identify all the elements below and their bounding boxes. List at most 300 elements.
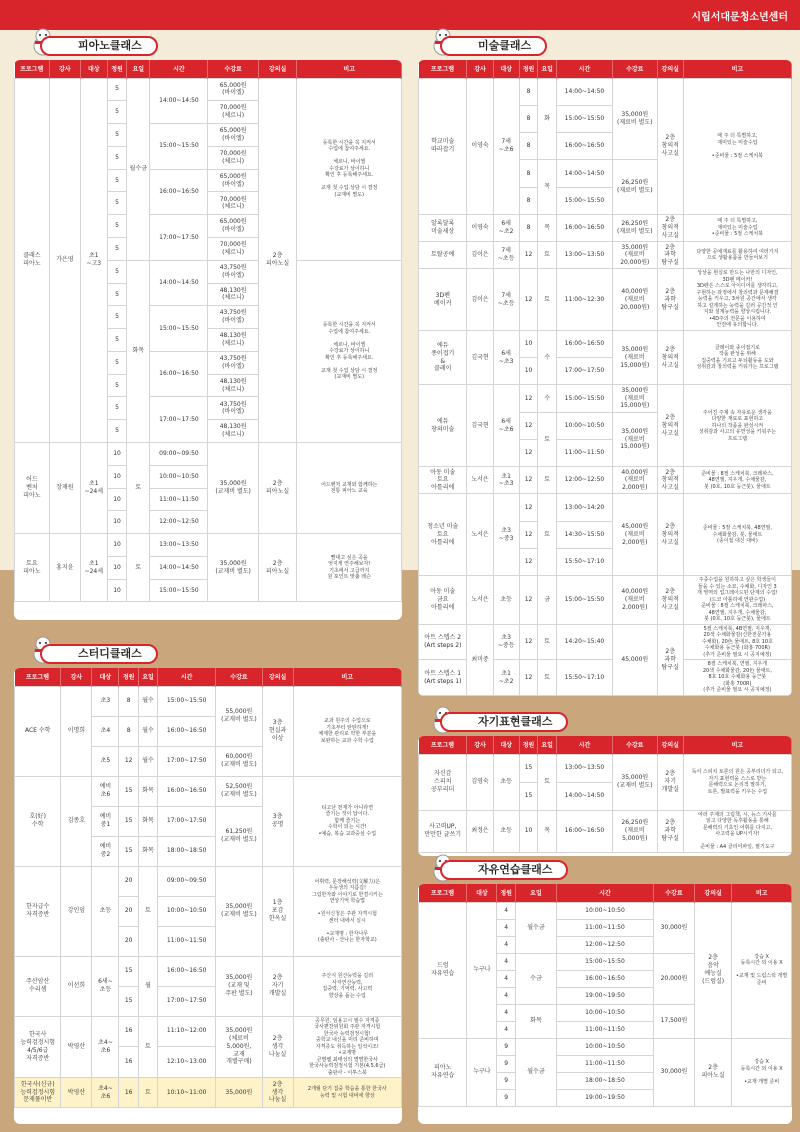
table-cell: 15:00~15:50 [158, 686, 216, 716]
table-cell: 김종호 [61, 776, 92, 866]
table-cell: 17:00~17:50 [158, 746, 216, 776]
practice-section-title: 자유연습클래스 [440, 860, 568, 880]
table-cell: 수 [538, 385, 557, 412]
table-cell: 65,000원 (바이엘) [208, 215, 258, 238]
table-cell: 월수금 [127, 78, 150, 260]
table-cell: 11:00~11:50 [150, 488, 208, 511]
table-cell: 16:00~16:50 [158, 956, 216, 986]
table-row [419, 467, 792, 494]
study-section-title: 스터디클래스 [40, 644, 158, 664]
table-cell [519, 695, 538, 696]
table-cell: 2층 창의적 사고실 [657, 330, 683, 385]
table-cell: 2층 과학 탐구실 [657, 269, 683, 331]
table-cell: 45,000원 [612, 624, 657, 695]
table-cell: 70,000원 (체르니) [208, 146, 258, 169]
table-cell: 초등 [493, 810, 519, 852]
table-cell: 2층 자기 개발실 [657, 754, 683, 810]
table-cell: 노서은 [467, 576, 493, 625]
table-cell: 토요 피아노 [15, 534, 50, 602]
table-row [419, 78, 792, 105]
table-cell: 2층 생각 나눔실 [262, 1016, 293, 1078]
table-cell: 3층 공명 [262, 776, 293, 866]
table-cell: 65,000원 (바이엘) [208, 169, 258, 192]
table-cell: 16:00~16:50 [556, 330, 612, 357]
column-header: 비고 [683, 736, 791, 754]
table-cell: 10 [519, 330, 538, 357]
table-cell: 토 [127, 534, 150, 602]
table-cell: 클레이와 종이접기로 작품 완성을 위해 집중력을 기르고 두뇌활동을 도와 성취감과 창의력을 키워가는 프로그램 [683, 330, 791, 385]
table-cell: 9 [497, 1055, 516, 1072]
table-cell: 예비 초6 [92, 776, 119, 806]
table-cell: 상상을 현실로 만드는 나만의 디자인, 3D펜 메이커! 3D펜은 스스로 아이디어를 생각하고, 구현하는 과정에서 창의력과 문제해결 능력을 키우고, 3차원 공간에서 생각 하고 설계하는 능력을 길러 공간적 인 지와 설계능력을 향상시킵니다. •4D주의 전문을 이용하여 안전에 유의합니다. [683, 269, 791, 331]
table-cell: 16:00~16:50 [158, 776, 216, 806]
column-header: 강사 [467, 60, 493, 78]
table-cell: 11:10~12:00 [158, 1016, 216, 1047]
table-cell: 15 [119, 776, 138, 806]
table-cell: 70,000원 (체르니) [208, 237, 258, 260]
table-cell: 48,130원 (체르니) [208, 420, 258, 443]
brand-name: 시립서대문청소년센터 [691, 12, 788, 23]
speech-panel [418, 736, 792, 856]
column-header: 강의실 [694, 884, 731, 902]
table-cell: 40,000원 (재료비 20,000원) [612, 269, 657, 331]
table-cell: 12 [519, 269, 538, 331]
table-cell: 금 [538, 576, 557, 625]
table-cell: 48,130원 (체르니) [208, 374, 258, 397]
table-cell: 12 [519, 521, 538, 548]
table-cell: 10 [107, 488, 126, 511]
table-cell: 김영숙 [467, 754, 493, 810]
table-cell: 15:00~15:50 [150, 579, 208, 602]
table-cell: 어드 벤처 피아노 [15, 443, 50, 534]
column-header: 시간 [556, 60, 612, 78]
table-cell: 8 [519, 105, 538, 132]
table-cell: 한자급수 자격증반 [15, 866, 61, 956]
table-cell: 8 [519, 214, 538, 241]
table-row [15, 776, 402, 806]
table-cell: 화목 [127, 260, 150, 442]
table-cell: 43,750원 (바이엘) [208, 306, 258, 329]
table-cell: 박영산 [61, 1078, 92, 1108]
table-cell: 5 [107, 397, 126, 420]
table-cell: 60,000원 (교재비 별도) [216, 746, 262, 776]
table-cell: 등록한 시간을 꼭 지켜서 수업에 참여주세요. 체르니, 바이엘 수강료가 상이하니 확인 후 등록해주세요. 교재 첫 수업 상담 시 결정 (교재비 별도) [297, 260, 402, 442]
table-cell: 20 [119, 866, 138, 896]
table-cell: 박영산 [61, 1016, 92, 1078]
table-cell: 35,000원 (재료비 20,000원) [612, 242, 657, 269]
table-row [419, 214, 792, 241]
table-cell: 12 [119, 746, 138, 776]
table-cell: 10:00~10:50 [556, 1004, 653, 1021]
table-cell: 2층 피아노실 [258, 534, 297, 602]
table-cell: 이영숙 [467, 214, 493, 241]
table-cell: 4 [497, 919, 516, 936]
table-cell: 2층 창의적 사고실 [657, 78, 683, 214]
table-cell: 15 [119, 986, 138, 1016]
table-cell: 11:00~12:30 [556, 269, 612, 331]
column-header: 시간 [556, 736, 612, 754]
table-cell: 10 [107, 556, 126, 579]
table-cell: 청소년 미술 토요 아틀리에 [419, 494, 467, 576]
table-cell: 15:00~15:50 [556, 105, 612, 132]
table-cell: 7세 ~초6 [493, 78, 519, 214]
column-header: 프로그램 [15, 668, 61, 686]
table-cell: 월수금 [515, 902, 556, 953]
table-cell: 6세~ 초등 [92, 956, 119, 1016]
table-cell: 15:00~15:50 [556, 385, 612, 412]
table-cell: 8절 스케치북, 연필, 지우개 20색 수채화물감, 20色 물애트, 8호 10호 수채화용 둥근붓 (화홍 700R) (추가 준비물 필요 시 공지예정) [683, 660, 791, 696]
table-cell: 48,130원 (체르니) [208, 329, 258, 352]
column-header: 프로그램 [419, 736, 467, 754]
table-cell: 16:00~16:50 [556, 970, 653, 987]
column-header: 강사 [467, 736, 493, 754]
table-cell: 20 [119, 926, 138, 956]
column-header: 프로그램 [15, 60, 50, 78]
table-cell: 목 [538, 214, 557, 241]
table-cell: 20,000원 [653, 953, 694, 1004]
table-row [419, 494, 792, 521]
table-cell: 공무원, 임용고시 필수 자격증 국사편찬위원회 주관 자격시험 한국사 능력검정시험! 중학교 내신을 미리 준비하며 자격증도 취득하는 일석이조! •교재명 큰별쌤 최태성의 별별한국사 한국사능력검정시험 기본(4,5,6급) 출판사 - 이투스북 [293, 1016, 401, 1078]
table-cell: 15:50~17:10 [556, 660, 612, 696]
table-cell: 15:00~15:50 [150, 306, 208, 352]
table-cell: 20 [119, 896, 138, 926]
table-row [15, 1078, 402, 1108]
table-cell: 5 [107, 124, 126, 147]
table-cell: 30,000원 [653, 1038, 694, 1106]
table-cell: 8 [519, 160, 538, 187]
column-header: 요일 [127, 60, 150, 78]
table-cell: 여러 주제의 그림책, 시, 뉴스 기사를 읽고 다양한 독후활동을 통해 문해력의 기초인 어휘를 다지고, 사고력을 UP시키자! 준비물 : A4 클리어파일, 필기도구 [683, 810, 791, 852]
table-cell: 2층 창의적 사고실 [657, 467, 683, 494]
table-cell: 16:00~16:50 [556, 133, 612, 160]
table-cell: 8 [119, 716, 138, 746]
table-cell: 예비 중1 [92, 806, 119, 836]
table-cell: 초4~ 초6 [92, 1078, 119, 1108]
column-header: 강사 [61, 668, 92, 686]
table-cell: 9 [497, 1038, 516, 1055]
table-cell [683, 695, 791, 696]
top-bar [0, 0, 800, 30]
table-cell: 16:00~16:50 [150, 351, 208, 397]
table-cell: 16:00~16:50 [556, 810, 612, 852]
table-cell: 52,500원 (교재비 별도) [216, 776, 262, 806]
table-cell: 26,250원 (재료비 별도) [612, 214, 657, 241]
table-cell: 사고력UP, 만만한 글쓰기 [419, 810, 467, 852]
table-cell: 초1 ~고3 [80, 78, 107, 443]
table-cell: 누구나 [467, 1038, 497, 1106]
table-cell: 준비물 : 5절 스케치북, 48연필, 수채화물감, 붓, 물애트 (종이접 대신 대비) [683, 494, 791, 576]
column-header: 강의실 [657, 60, 683, 78]
column-header: 요일 [538, 736, 557, 754]
table-cell: 15:00~15:50 [150, 124, 208, 170]
table-cell: 15:50~17:10 [556, 548, 612, 575]
table-cell: 4 [497, 953, 516, 970]
table-cell: 초3 ~중등 [493, 624, 519, 660]
table-cell: 3D펜 메이커 [419, 269, 467, 331]
table-cell: 12:00~12:50 [150, 511, 208, 534]
table-cell: 6세 ~초6 [493, 385, 519, 467]
table-cell: 45,000원 (재료비 2,000원) [612, 494, 657, 576]
table-row [419, 754, 792, 782]
table-cell: 15 [119, 836, 138, 866]
column-header: 강의실 [657, 736, 683, 754]
table-cell: 목 [538, 810, 557, 852]
table-cell: 14:00~14:50 [150, 556, 208, 579]
table-cell: 10 [519, 358, 538, 385]
table-cell: 11:00~11:50 [556, 919, 653, 936]
table-cell: 12 [519, 242, 538, 269]
table-cell: 클래스 피아노 [15, 78, 50, 443]
table-cell: 65,000원 (바이엘) [208, 124, 258, 147]
table-cell: 09:00~09:50 [150, 443, 208, 466]
art-table [418, 60, 792, 696]
table-cell: 독서 스피치 토론의 원은 공부리더가 되고, 자기 표현력을 스스로 받는 문해력으로 논리적 말하기, 토론, 발표력을 키우는 수업 [683, 754, 791, 810]
table-cell: 19:00~19:50 [556, 1089, 653, 1106]
table-cell: 35,000원 (교재비 별도) [208, 534, 258, 602]
table-cell: 2층 창의적 사고실 [657, 214, 683, 241]
table-row [419, 902, 792, 919]
table-cell: 최정은 [467, 810, 493, 852]
table-cell: 8 [519, 78, 538, 105]
table-cell: 에듀 종이접기 & 클레이 [419, 330, 467, 385]
table-cell: 18:00~18:50 [556, 1072, 653, 1089]
table-cell: 월 [138, 956, 157, 1016]
table-cell: 자신감 스피치 공부리더 [419, 754, 467, 810]
table-cell: 김이은 [467, 242, 493, 269]
table-cell: 2층 피아노실 [258, 443, 297, 534]
table-cell: 7세 ~초등 [493, 269, 519, 331]
table-cell: 2층 창의적 사고실 [657, 494, 683, 576]
table-cell: 55,000원 (교재비 별도) [216, 686, 262, 746]
table-cell: 2개월 단기 집중 학습을 통한 한국사 능력 및 시험 대비에 향상 [293, 1078, 401, 1108]
table-cell: 5 [107, 351, 126, 374]
column-header: 요일 [138, 668, 157, 686]
table-cell: 4 [497, 987, 516, 1004]
table-cell: 16:00~16:50 [556, 214, 612, 241]
table-cell: 15:00~15:50 [556, 953, 653, 970]
table-cell: 토 [538, 412, 557, 467]
table-cell: 수 [538, 330, 557, 385]
table-cell: 토 [127, 443, 150, 534]
column-header: 대상 [493, 736, 519, 754]
table-cell: 16 [119, 1016, 138, 1047]
table-cell: 강습 X 등록시간 외 이용 X •교재 개별 준비 [732, 1038, 792, 1106]
table-cell: 6세 ~초2 [493, 214, 519, 241]
table-cell: 주산암산 수리셈 [15, 956, 61, 1016]
table-cell [419, 695, 467, 696]
table-cell: 한국사(신규) 능력검정시험 문제풀이반 [15, 1078, 61, 1108]
table-cell: 43,750원 (바이엘) [208, 351, 258, 374]
practice-panel [418, 884, 792, 1124]
piano-section-title: 피아노클래스 [40, 36, 158, 56]
column-header: 수강료 [612, 60, 657, 78]
table-cell: 월수 [138, 746, 157, 776]
table-cell: 1층 포감 한옥실 [262, 866, 293, 956]
table-cell: 30,000원 [653, 902, 694, 953]
table-cell: 토 [538, 624, 557, 660]
table-cell [538, 695, 557, 696]
table-row [419, 330, 792, 357]
column-header: 대상 [467, 884, 497, 902]
table-cell: 2층 피아노실 [694, 1038, 731, 1106]
table-cell: 61,250원 (교재비 별도) [216, 806, 262, 866]
table-cell: 이명희 [61, 686, 92, 776]
table-cell: 12:10~13:00 [158, 1047, 216, 1078]
table-cell: 빨대고 싶은 곡을 엇지게 연주해보자! 기초에서 고급까지 원 포인트 맞춤 레슨 [297, 534, 402, 602]
table-cell: 토 [538, 242, 557, 269]
table-cell: 아트 스텝스 1 (Art steps 1) [419, 660, 467, 696]
table-cell: 수금 [515, 953, 556, 1004]
table-cell: 17:00~17:50 [150, 397, 208, 443]
table-row [419, 810, 792, 852]
table-cell: 토 [138, 1078, 157, 1108]
piano-table [14, 60, 402, 602]
table-cell: 35,000원 (재료비 15,000원) [612, 412, 657, 467]
table-cell: 35,000원 (교재비 별도) [612, 754, 657, 810]
table-cell: 교과 원주의 수업으로 기초부터 탄탄하게! 체계한 관리로 약한 부분을 보완하는 교과 수학 수업 [293, 686, 401, 776]
table-cell: 14:00~14:50 [556, 78, 612, 105]
speech-section-title: 자기표현클래스 [440, 712, 568, 732]
practice-table [418, 884, 792, 1107]
table-cell: 10:10~11:00 [158, 1078, 216, 1108]
table-cell: 18:00~18:50 [158, 836, 216, 866]
table-cell: 10:00~10:50 [556, 412, 612, 439]
table-cell: 주산식 원산능력을 길러 사자연산능력, 집중력, 기억력, 사고력 향상을 돕는 수업 [293, 956, 401, 1016]
table-cell: 화목 [515, 1004, 556, 1038]
table-cell: 아동 미술 금요 아틀리에 [419, 576, 467, 625]
table-cell: 노서은 [467, 494, 493, 576]
table-cell: 토 [538, 494, 557, 576]
table-row [15, 686, 402, 716]
table-cell: 16 [119, 1047, 138, 1078]
table-cell: 이영숙 [467, 78, 493, 214]
table-cell: 아트 스텝스 2 (Art steps 2) [419, 624, 467, 660]
table-cell: 초1 ~24세 [80, 443, 107, 534]
table-cell: 17:00~17:50 [556, 358, 612, 385]
table-cell: 아동 미술 토요 아틀리에 [419, 467, 467, 494]
table-row [15, 866, 402, 896]
table-cell: 10 [107, 443, 126, 466]
table-cell: 8 [119, 686, 138, 716]
table-cell: 토탈공예 [419, 242, 467, 269]
table-cell: 초1 ~초3 [493, 467, 519, 494]
table-cell: 6세 ~초3 [493, 330, 519, 385]
table-cell: 2층 과학 탐구실 [657, 810, 683, 852]
table-cell: 10:00~10:50 [556, 902, 653, 919]
table-cell: 토 [138, 1016, 157, 1078]
column-header: 시간 [158, 668, 216, 686]
study-panel [14, 668, 402, 1124]
table-cell: 강인임 [61, 866, 92, 956]
table-cell: 9 [497, 1089, 516, 1106]
table-cell: 12:00~12:50 [556, 467, 612, 494]
table-cell: 13:00~13:50 [556, 242, 612, 269]
table-cell: 화 [538, 78, 557, 160]
table-cell: 13:00~13:50 [150, 534, 208, 557]
table-cell: 월수 [138, 716, 157, 746]
table-cell: 15:00~15:50 [556, 187, 612, 214]
table-cell: 15 [519, 754, 538, 782]
table-cell: 12 [519, 660, 538, 696]
table-cell: 14:00~14:50 [556, 160, 612, 187]
table-cell: 초3 ~중3 [493, 494, 519, 576]
table-cell: 35,000원 (재료비 15,000원) [612, 385, 657, 412]
table-row [15, 534, 402, 557]
table-cell: 매 주 더 특별하고, 재미있는 미술수업 •준비물 : 5절 스케치북 [683, 78, 791, 214]
table-cell: 4 [497, 902, 516, 919]
table-cell: 토 [138, 866, 157, 956]
table-cell: 09:00~09:50 [158, 866, 216, 896]
table-row [15, 956, 402, 986]
table-cell: 4 [497, 970, 516, 987]
table-cell: 10:00~10:50 [150, 465, 208, 488]
table-cell: 40,000원 (재료비 2,000원) [612, 467, 657, 494]
table-cell: 피아노 자유연습 [419, 1038, 467, 1106]
table-cell: 화목 [138, 836, 157, 866]
table-cell: 2층 자기 개발실 [262, 956, 293, 1016]
column-header: 프로그램 [419, 60, 467, 78]
column-header: 정원 [107, 60, 126, 78]
table-cell: 16:00~16:50 [150, 169, 208, 215]
table-cell: 15 [519, 782, 538, 810]
table-cell: 티고난 천재가 아니라면 즐기는 것이 답이다. 함께 즐기는 수학이 되는 시간! •예습, 복습 교과중심 수업 [293, 776, 401, 866]
column-header: 요일 [515, 884, 556, 902]
table-cell: 70,000원 (체르니) [208, 192, 258, 215]
table-cell: 장재원 [49, 443, 80, 534]
table-cell: 초3 [92, 686, 119, 716]
table-cell: 5 [107, 169, 126, 192]
table-row [15, 443, 402, 466]
table-row [419, 269, 792, 331]
table-cell: 어드벤처 교재와 함께하는 전통 피아노 교육 [297, 443, 402, 534]
table-cell: 10:00~10:50 [158, 896, 216, 926]
table-cell: 26,250원 (재료비 별도) [612, 160, 657, 215]
table-cell: 4 [497, 1021, 516, 1038]
table-cell: ACE 수학 [15, 686, 61, 776]
table-cell: 12:00~12:50 [556, 936, 653, 953]
table-cell: 주어진 주제 속 자유로운 생각을 다양한 재료로 표현하고 하나의 작품을 완성시켜 성취감과 사고의 유연성을 키워주는 프로그램 [683, 385, 791, 467]
table-cell: 알록달록 미술세상 [419, 214, 467, 241]
table-cell: 12 [519, 467, 538, 494]
table-cell: 15 [119, 956, 138, 986]
table-cell: 김국현 [467, 385, 493, 467]
column-header: 강의실 [262, 668, 293, 686]
column-header: 시간 [556, 884, 653, 902]
table-cell: 35,000원 (재료비 별도) [612, 78, 657, 160]
table-cell: 5 [107, 374, 126, 397]
table-cell: 35,000원 (체료비 5,000원, 교재 개별구매) [216, 1016, 262, 1078]
piano-panel [14, 60, 402, 620]
column-header: 수강료 [216, 668, 262, 686]
table-cell: 5 [107, 329, 126, 352]
table-cell: 5 [107, 306, 126, 329]
table-cell: 화목 [138, 776, 157, 806]
table-cell: 70,000원 (체르니) [208, 101, 258, 124]
table-cell: 2층 과학 탐구실 [657, 242, 683, 269]
table-cell: 초4~ 초6 [92, 1016, 119, 1078]
table-cell: 에듀 창의미술 [419, 385, 467, 467]
table-cell: 5 [107, 283, 126, 306]
table-cell: 강습 X 등록시간 외 이용 X •교재 및 드럼스틱 개별 준비 [732, 902, 792, 1038]
table-cell: 4 [497, 1004, 516, 1021]
table-row [419, 695, 792, 696]
table-cell: 35,000원 [216, 1078, 262, 1108]
table-row [15, 1016, 402, 1047]
table-cell: 48,130원 (체르니) [208, 283, 258, 306]
table-cell: 5 [107, 420, 126, 443]
table-row [15, 78, 402, 101]
art-panel [418, 60, 792, 696]
